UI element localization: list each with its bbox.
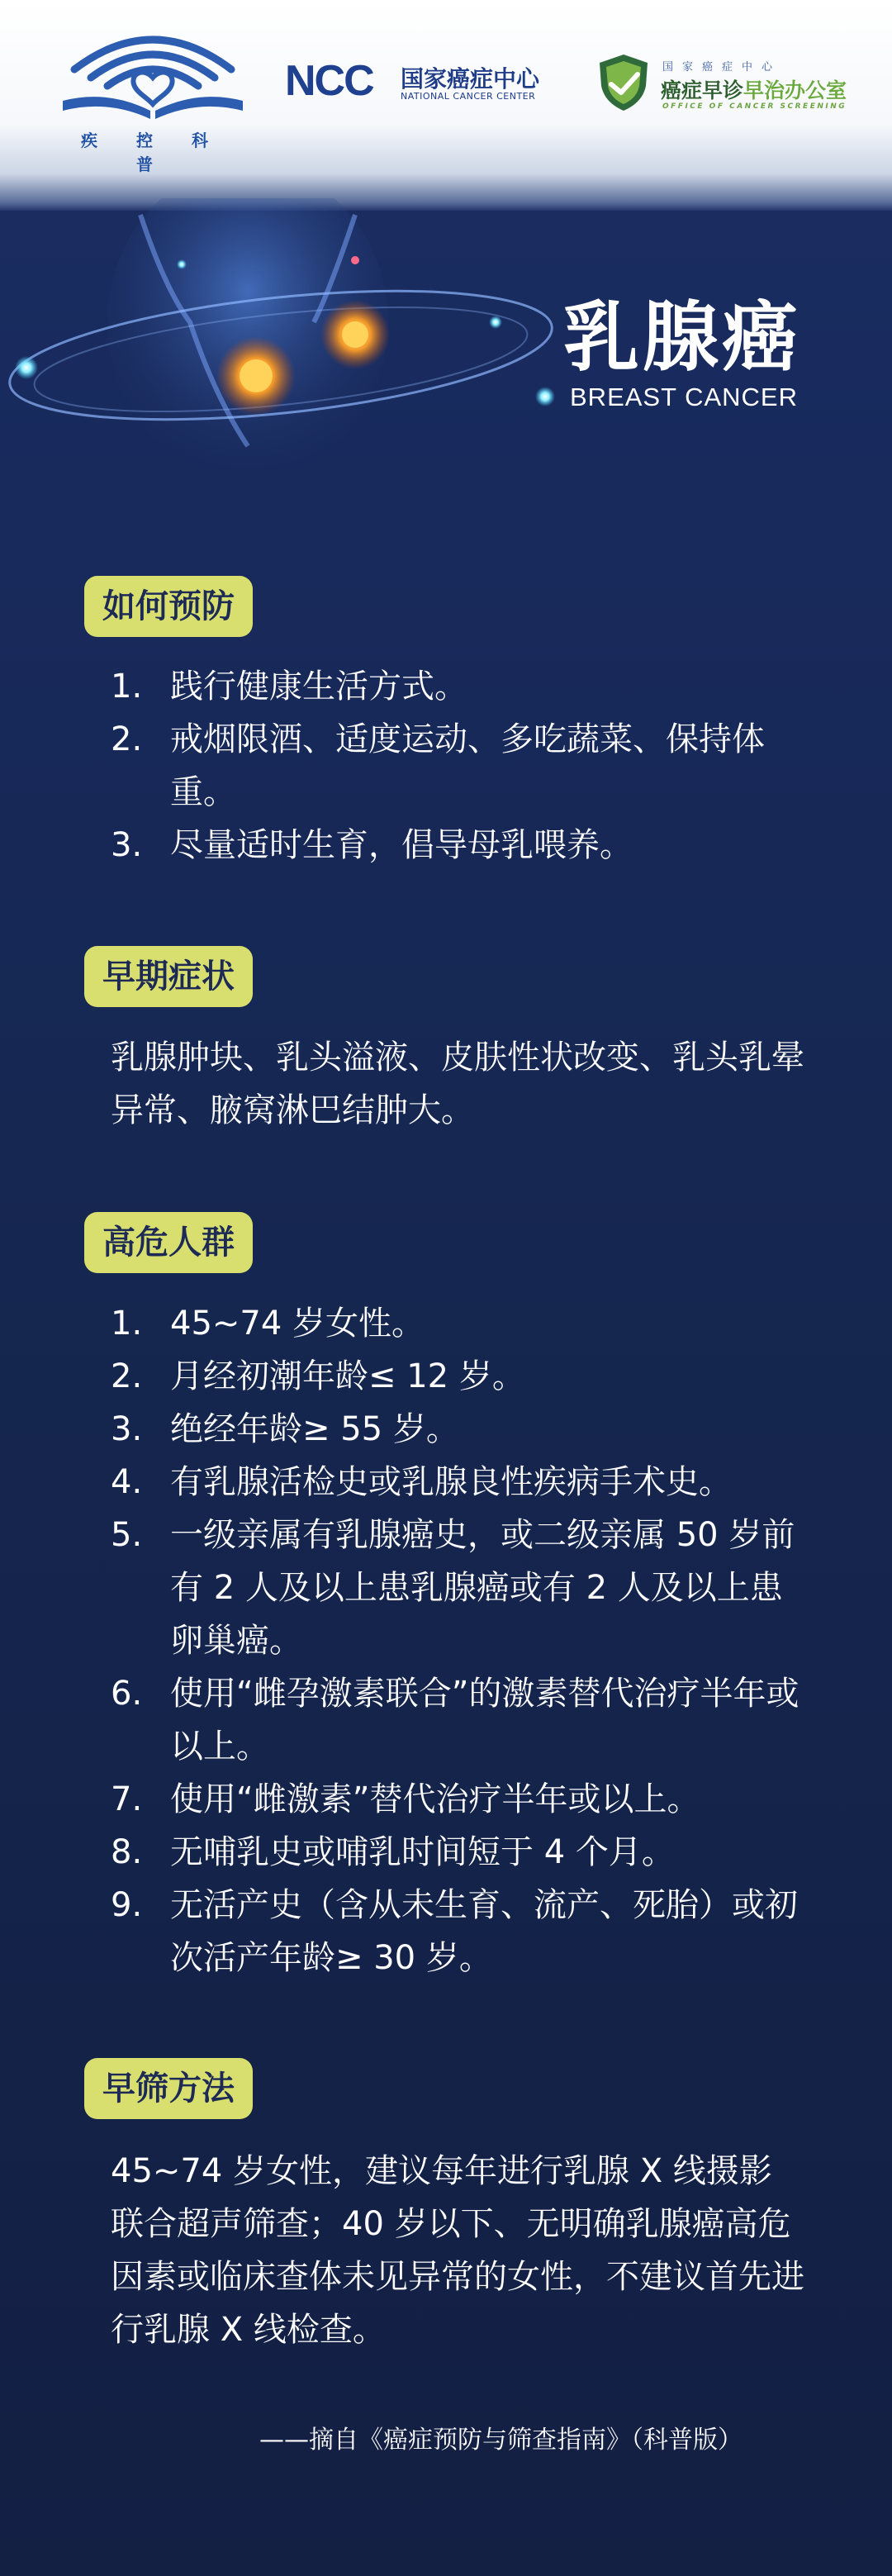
list-item-text: 使用“雌激素”替代治疗半年或以上。 (170, 1780, 700, 1818)
ncc-name-en: NATIONAL CANCER CENTER (401, 91, 536, 102)
list-item-text: 45~74 岁女性。 (170, 1305, 425, 1343)
breast-anatomy-illustration-icon (0, 198, 578, 496)
page-title-en: BREAST CANCER (570, 383, 798, 411)
prevention-list (111, 660, 804, 872)
list-item-number: 4. (111, 1463, 143, 1501)
shield-logo-icon (596, 53, 651, 112)
list-item (111, 1773, 804, 1826)
list-item-text: 一级亲属有乳腺癌史，或二级亲属 50 岁前有 2 人及以上患乳腺癌或有 2 人及以上患卵巢癌。 (170, 1516, 795, 1660)
section-heading-high-risk: 高危人群 (84, 1212, 253, 1273)
list-item-number: 2. (111, 720, 143, 758)
list-item-number: 5. (111, 1516, 143, 1554)
list-item-number: 1. (111, 668, 143, 706)
list-item-text: 无活产史（含从未生育、流产、死胎）或初次活产年龄≥ 30 岁。 (170, 1886, 798, 1977)
section-heading-screening: 早筛方法 (84, 2058, 253, 2119)
section-heading-symptoms: 早期症状 (84, 946, 253, 1007)
office-top-text: 国家癌症中心 (662, 61, 782, 74)
page-title: 乳腺癌 (563, 293, 802, 382)
section-heading-prevention: 如何预防 (84, 576, 253, 637)
list-item (111, 819, 804, 872)
book-heart-logo (58, 18, 248, 174)
logo-caption: 疾 控 科 普 (81, 131, 225, 174)
list-item-number: 6. (111, 1675, 143, 1713)
list-item (111, 713, 804, 819)
list-item-text: 月经初潮年龄≤ 12 岁。 (170, 1357, 525, 1395)
office-logo (596, 48, 847, 122)
ncc-name-cn: 国家癌症中心 (401, 65, 540, 93)
list-item-number: 8. (111, 1833, 143, 1871)
ncc-logo-icon: NCC (285, 57, 373, 105)
list-item-number: 3. (111, 1410, 143, 1448)
list-item (111, 1879, 804, 1984)
list-item-number: 9. (111, 1886, 143, 1924)
symptoms-text: 乳腺肿块、乳头溢液、皮肤性状改变、乳头乳晕异常、腋窝淋巴结肿大。 (111, 1038, 804, 1129)
list-item-number: 3. (111, 826, 143, 864)
list-item-number: 2. (111, 1357, 143, 1395)
list-item-text: 无哺乳史或哺乳时间短于 4 个月。 (170, 1833, 675, 1871)
list-item (111, 1509, 804, 1667)
list-item (111, 1350, 804, 1403)
header-bar (0, 0, 892, 211)
list-item-number: 7. (111, 1780, 143, 1818)
office-name-part1: 癌症早诊 (661, 78, 744, 102)
list-item-text: 戒烟限酒、适度运动、多吃蔬菜、保持体重。 (170, 720, 765, 811)
office-name (661, 74, 847, 104)
list-item-text: 尽量适时生育，倡导母乳喂养。 (170, 826, 633, 864)
list-item-text: 使用“雌孕激素联合”的激素替代治疗半年或以上。 (170, 1675, 799, 1766)
ncc-logo (285, 58, 566, 116)
list-item (111, 1403, 804, 1456)
list-item (111, 660, 804, 713)
list-item (111, 1297, 804, 1350)
list-item-text: 有乳腺活检史或乳腺良性疾病手术史。 (170, 1463, 732, 1501)
high-risk-list (111, 1297, 804, 1984)
office-name-part2: 早治办公室 (743, 78, 847, 102)
list-item (111, 1456, 804, 1509)
screening-text: 45~74 岁女性，建议每年进行乳腺 X 线摄影联合超声筛查；40 岁以下、无明确乳腺癌高危因素或临床查体未见异常的女性，不建议首先进行乳腺 X 线检查。 (111, 2152, 804, 2349)
list-item (111, 1826, 804, 1879)
list-item-text: 绝经年龄≥ 55 岁。 (170, 1410, 459, 1448)
book-heart-logo-icon (58, 18, 248, 126)
list-item-text: 践行健康生活方式。 (170, 668, 467, 706)
office-name-en: OFFICE OF CANCER SCREENING (662, 102, 847, 111)
list-item (111, 1667, 804, 1773)
list-item-number: 1. (111, 1305, 143, 1343)
source-citation: ——摘自《癌症预防与筛查指南》（科普版） (259, 2426, 743, 2455)
